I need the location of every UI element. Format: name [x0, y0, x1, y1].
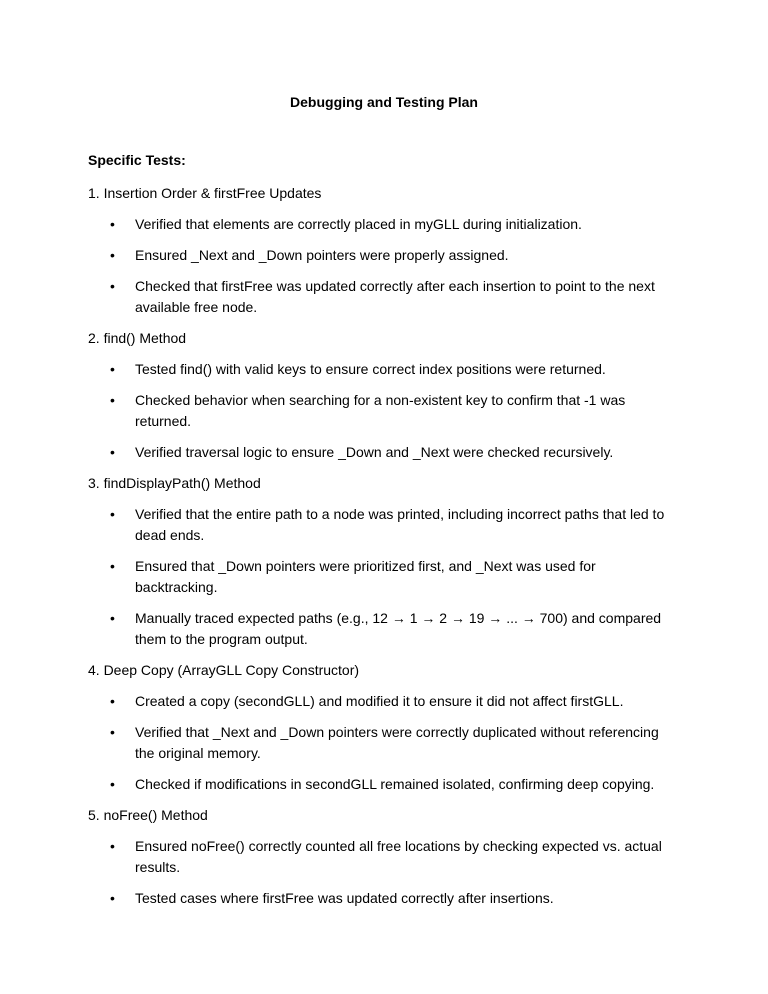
list-item: [88, 214, 680, 235]
list-item-text: Tested find() with valid keys to ensure correct index positions were returned.: [135, 361, 606, 377]
list-item-text: Manually traced expected paths (e.g., 12 → 1 → 2 → 19 → ... → 700) and compared them to the program output.: [135, 610, 662, 647]
section-heading: 5. noFree() Method: [88, 807, 208, 823]
list-item: [88, 504, 680, 546]
document-body: [88, 150, 680, 919]
bullet-list: [88, 214, 680, 318]
bullet-list: [88, 504, 680, 650]
test-section: [88, 328, 680, 463]
section-heading: 1. Insertion Order & firstFree Updates: [88, 185, 322, 201]
bullet-icon: •: [110, 776, 115, 792]
bullet-icon: •: [110, 392, 115, 408]
bullet-icon: •: [110, 610, 115, 626]
test-section: [88, 805, 680, 909]
bullet-icon: •: [110, 838, 115, 854]
list-item-text: Ensured noFree() correctly counted all free locations by checking expected vs. actual results.: [135, 838, 662, 875]
list-item: [88, 836, 680, 878]
bullet-icon: •: [110, 558, 115, 574]
bullet-icon: •: [110, 724, 115, 740]
list-item: [88, 722, 680, 764]
list-item: [88, 608, 680, 650]
list-item-text: Verified that _Next and _Down pointers were correctly duplicated without referencing the original memory.: [135, 724, 659, 761]
list-item: [88, 276, 680, 318]
list-item: [88, 556, 680, 598]
section-heading: 2. find() Method: [88, 330, 187, 346]
section-heading: 4. Deep Copy (ArrayGLL Copy Constructor): [88, 662, 360, 678]
list-item-text: Verified that the entire path to a node was printed, including incorrect paths that led to dead ends.: [135, 506, 665, 543]
list-item: [88, 442, 680, 463]
test-section: [88, 660, 680, 795]
bullet-icon: •: [110, 361, 115, 377]
list-item-text: Verified that elements are correctly placed in myGLL during initialization.: [135, 216, 582, 232]
list-item-text: Verified traversal logic to ensure _Down and _Next were checked recursively.: [135, 444, 614, 460]
list-item: [88, 691, 680, 712]
bullet-icon: •: [110, 216, 115, 232]
list-item-text: Created a copy (secondGLL) and modified it to ensure it did not affect firstGLL.: [135, 693, 624, 709]
bullet-icon: •: [110, 247, 115, 263]
test-section: [88, 183, 680, 318]
specific-tests-heading: Specific Tests:: [88, 152, 186, 168]
list-item: [88, 888, 680, 909]
bullet-list: [88, 836, 680, 909]
test-sections: [88, 183, 680, 909]
bullet-icon: •: [110, 890, 115, 906]
document-title: Debugging and Testing Plan: [290, 94, 478, 110]
bullet-icon: •: [110, 278, 115, 294]
list-item-text: Ensured _Next and _Down pointers were properly assigned.: [135, 247, 509, 263]
bullet-icon: •: [110, 444, 115, 460]
list-item-text: Tested cases where firstFree was updated correctly after insertions.: [135, 890, 554, 906]
test-section: [88, 473, 680, 650]
list-item-text: Checked behavior when searching for a non-existent key to confirm that -1 was returned.: [135, 392, 626, 429]
section-heading: 3. findDisplayPath() Method: [88, 475, 261, 491]
list-item: [88, 359, 680, 380]
bullet-list: [88, 691, 680, 795]
list-item: [88, 390, 680, 432]
list-item-text: Ensured that _Down pointers were prioritized first, and _Next was used for backtracking.: [135, 558, 596, 595]
list-item-text: Checked that firstFree was updated correctly after each insertion to point to the next available free node.: [135, 278, 655, 315]
bullet-icon: •: [110, 506, 115, 522]
list-item-text: Checked if modifications in secondGLL remained isolated, confirming deep copying.: [135, 776, 655, 792]
bullet-list: [88, 359, 680, 463]
bullet-icon: •: [110, 693, 115, 709]
list-item: [88, 245, 680, 266]
list-item: [88, 774, 680, 795]
